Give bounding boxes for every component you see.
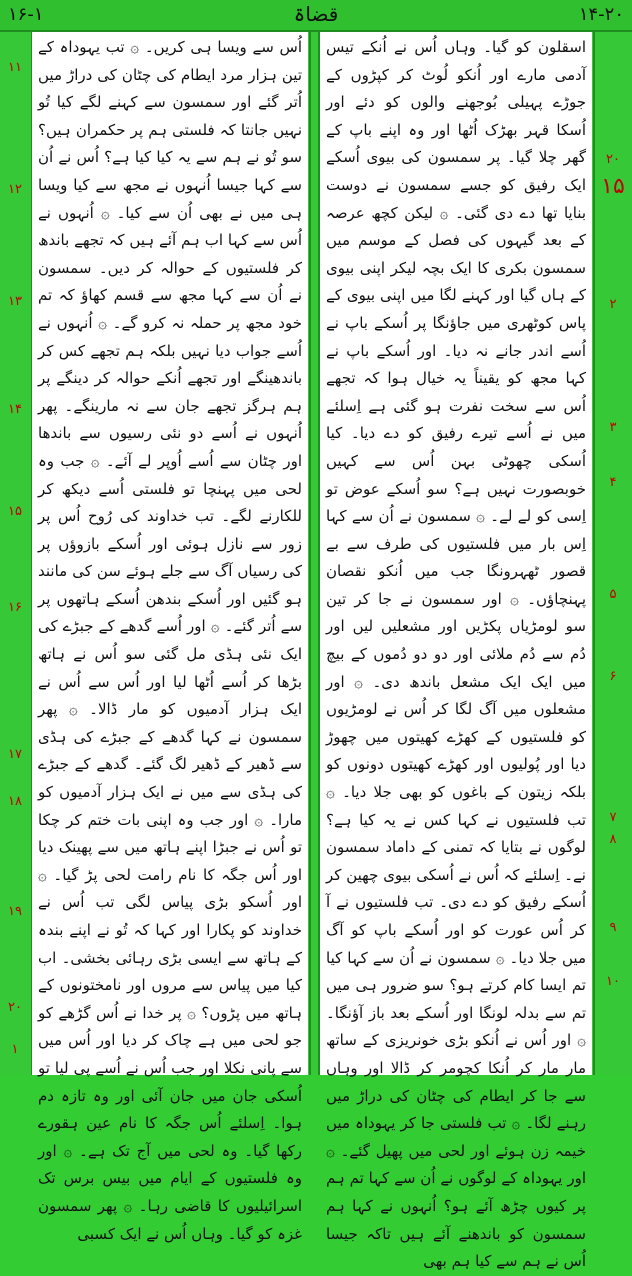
verse-number: ۱۷ [8,747,22,762]
verse-number: ۱ [11,1042,19,1057]
verse-text: اور اُس نے اُنکو بڑی خونریزی کے ساتھ مار مار کر اُنکا کچومر کر ڈالا اور وہاں سے جا کر ایطام کی چٹان کی دراڑ میں رہنے لگا۔ [326,1031,586,1133]
page-header [0,0,632,32]
verse-text: تب فلستی جا کر یہوداہ میں خیمہ زن ہوئے اور لحی میں پھیل گئے۔ [326,1114,587,1160]
verse-number: ۱۱ [8,60,22,75]
verse-text: اور اُسکو بڑی پیاس لگی تب اُس نے خداوند کو پکارا اور کہا کہ تُو نے اپنے بندہ کے ہاتھ سے ایسی بڑی رہائی بخشی۔ اب کیا میں پیاس سے مروں اور نامختونوں کے ہاتھ میں پڑوں؟ [38,893,302,1022]
verse-text: پر خدا نے اُس گڑھے کو جو لحی میں ہے چاک کر دیا اور اُس میں سے پانی نکلا اور جب اُس نے اُسے پی لیا تو اُسکی جان میں جان آئی اور وہ تازہ دم ہوا۔ اِسلئے اُس جگہ کا نام عین ہقورے رکھا گیا۔ وہ لحی میں آج تک ہے۔ [38,1003,303,1160]
verse-number: ۷ [609,810,617,825]
right-verse-gutter [595,32,632,1075]
verse-number: ۸ [609,832,617,847]
verse-number: ۱۹ [8,904,22,919]
header-book-title: قضاۃ [293,2,339,26]
verse-text: اور جب وہ اپنی بات ختم کر چکا تو اُس نے جبڑا اپنے ہاتھ میں سے پھینک دیا اور اُس جگہ کا نام رامت لحی پڑ گیا۔ [38,810,303,884]
verse-text: سمسون نے اُن سے کہا کیا تم ایسا کام کرتے ہو؟ سو ضرور ہی میں تم سے بدلہ لونگا اور اُسکے بعد باز آؤنگا۔ [326,948,586,1022]
verse-number: ۵ [609,587,617,602]
verse-text: اُس سے ویسا ہی کریں۔ [144,38,302,56]
column-rule [309,32,311,1075]
verse-number: ۲ [609,297,617,312]
verse-number: ۳ [609,420,617,435]
verse-text: پھر سمسون نے کہا گدھے کے جبڑے کی ہڈی سے ڈھیر کے ڈھیر لگ گئے۔ گدھے کے جبڑے کی ہڈی سے میں نے ایک ہزار آدمیوں کو مارا۔ [38,700,302,829]
verse-number: ۹ [609,920,617,935]
right-text-column: اسقلون کو گیا۔ وہاں اُس نے اُنکے تیس آدمی مارے اور اُنکو لُوٹ کر کپڑوں کے جوڑے پہیلی بُوجھنے والوں کو دئے اور اُسکا قہر بھڑک اُٹھا اور وہ اپنے باپ کے گھر چلا گیا۔ پر سمسون کی بیوی اُسکے ایک رفیق کو جسے سمسون نے دوست بنایا تھا دے دی گئی۔ ۞ لیکن کچھ عرصہ کے بعد گیہوں کی فصل کے موسم میں سمسون بکری کا ایک بچہ لیکر اپنی بیوی کے ہاں گیا اور کہنے لگا میں اپنی بیوی کے پاس کوٹھری میں جاؤنگا پر اُسکے باپ نے اُسے اندر جانے نہ دیا۔ اور اُسکے باپ نے کہا مجھ کو یقیناً یہ خیال ہوا کہ تجھے اُس سے سخت نفرت ہو گئی ہے اِسلئے میں نے اُسے تیرے رفیق کو دے دیا۔ کیا اُسکی چھوٹی بہن اُس سے کہیں خوبصورت نہیں ہے؟ سو اُسکے عوض تو اِسی کو لے لے۔ ۞ سمسون نے اُن سے کہا اِس بار میں فلستیوں کی طرف سے بے قصور ٹھہرونگا جب میں اُنکو نقصان پہنچاؤں۔ ۞ اور سمسون نے جا کر تین سو لومڑیاں پکڑیں اور مشعلیں لیں اور دُم سے دُم ملائی اور دو دو دُموں کے بیچ میں ایک ایک مشعل باندھ دی۔ ۞ اور مشعلوں میں آگ لگا کر اُس نے لومڑیوں کو فلستیوں کے کھڑے کھیتوں میں چھوڑ دیا اور پُولیوں اور کھڑے کھیتوں دونوں کو بلکہ زیتون کے باغوں کو بھی جلا دیا۔ ۞ تب فلستیوں نے کہا کس نے یہ کیا ہے؟ لوگوں نے بتایا کہ تمنی کے داماد سمسون نے۔ اِسلئے کہ اُس نے اُسکی بیوی چھین کر اُسکے رفیق کو دے دی۔ تب فلستیوں نے آ کر اُس عورت کو اور اُسکے باپ کو آگ میں جلا دیا۔ ۞ سمسون نے اُن سے کہا کیا تم ایسا کام کرتے ہو؟ سو ضرور ہی میں تم سے بدلہ لونگا اور اُسکے بعد باز آؤنگا۔ ۞ اور اُس نے اُنکو بڑی خونریزی کے ساتھ مار مار کر اُنکا کچومر کر ڈالا اور وہاں سے جا کر ایطام کی چٹان کی دراڑ میں رہنے لگا۔ ۞ تب فلستی جا کر یہوداہ میں خیمہ زن ہوئے اور لحی میں پھیل گئے۔ ۞ اور یہوداہ کے لوگوں نے اُن سے کہا تم ہم پر کیوں چڑھ آئے ہو؟ اُنہوں نے کہا ہم سمسون کو باندھنے آئے ہیں تاکہ جیسا اُس نے ہم سے کیا ہم بھی [320,32,592,1075]
verse-text: تب یہوداہ کے تین ہزار مرد ایطام کی چٹان کی دراڑ میں اُتر گئے اور سمسون سے کہنے لگے کیا تُو نہیں جانتا کہ فلستی ہم پر حکمران ہیں؟ سو تُو نے ہم سے یہ کیا کیا ہے؟ اُس نے اُن سے کہا جیسا اُنہوں نے مجھ سے کیا ویسا ہی میں نے بھی اُن سے کیا۔ [38,38,302,222]
verse-number: ۲۰ [8,1000,22,1015]
verse-text: سمسون نے اُن سے کہا اِس بار میں فلستیوں کی طرف سے بے قصور ٹھہرونگا جب میں اُنکو نقصان پہنچاؤں۔ [326,507,586,608]
verse-number: ۶ [609,669,617,684]
left-verse-gutter [0,32,30,1075]
verse-text: لیکن کچھ عرصہ کے بعد گیہوں کی فصل کے موسم میں سمسون بکری کا ایک بچہ لیکر اپنی بیوی کے ہاں گیا اور کہنے لگا میں اپنی بیوی کے پاس کوٹھری میں جاؤنگا پر اُسکے باپ نے اُسے اندر جانے نہ دیا۔ اور اُسکے باپ نے کہا مجھ کو یقیناً یہ خیال ہوا کہ تجھے اُس سے سخت نفرت ہو گئی ہے اِسلئے میں نے اُسے تیرے رفیق کو دے دیا۔ کیا اُسکی چھوٹی بہن اُس سے کہیں خوبصورت نہیں ہے؟ سو اُسکے عوض تو اِسی کو لے لے۔ [326,203,586,526]
verse-number: ۱۶ [8,600,22,615]
verse-text: اُنہوں نے اُس سے کہا اب ہم آئے ہیں کہ تجھے باندھ کر فلستیوں کے حوالہ کر دیں۔ سمسون نے اُن سے کہا مجھ سے قسم کھاؤ کہ تم خود مجھ پر حملہ نہ کرو گے۔ [38,203,303,332]
verse-text: جب وہ لحی میں پہنچا تو فلستی اُسے دیکھ کر للکارنے لگے۔ تب خداوند کی رُوح اُس پر زور سے نازل ہوئی اور اُسکے بازوؤں پر کی رسیاں آگ سے جلے ہوئے سن کی مانند ہو گئیں اور اُسکے بندھن اُسکے ہاتھوں پر سے اُتر گئے۔ [38,451,303,636]
verse-number: ۲۰ [606,152,620,167]
verse-number: ۱۸ [8,794,22,809]
verse-number: ۴ [609,475,617,490]
verse-text: اسقلون کو گیا۔ وہاں اُس نے اُنکے تیس آدمی مارے اور اُنکو لُوٹ کر کپڑوں کے جوڑے پہیلی بُوجھنے والوں کو دئے اور اُسکا قہر بھڑک اُٹھا اور وہ اپنے باپ کے گھر چلا گیا۔ پر سمسون کی بیوی اُسکے ایک رفیق کو جسے سمسون نے دوست بنایا تھا دے دی گئی۔ [326,38,586,222]
verse-text: اور یہوداہ کے لوگوں نے اُن سے کہا تم ہم پر کیوں چڑھ آئے ہو؟ اُنہوں نے کہا ہم سمسون کو باندھنے آئے ہیں تاکہ جیسا اُس نے ہم سے کیا ہم بھی [326,1169,586,1271]
chapter-number: ۱۵ [601,174,625,199]
verse-number: ۱۲ [8,182,22,197]
verse-text: اور وہ فلستیوں کے ایام میں بیس برس تک اسرائیلیوں کا قاضی رہا۔ [38,1141,302,1215]
verse-text: اور سمسون نے جا کر تین سو لومڑیاں پکڑیں اور مشعلیں لیں اور دُم سے دُم ملائی اور دو دو دُموں کے بیچ میں ایک ایک مشعل باندھ دی۔ [326,589,587,691]
verse-text: تب فلستیوں نے کہا کس نے یہ کیا ہے؟ لوگوں نے بتایا کہ تمنی کے داماد سمسون نے۔ اِسلئے کہ اُس نے اُسکی بیوی چھین کر اُسکے رفیق کو دے دی۔ تب فلستیوں نے آ کر اُس عورت کو اور اُسکے باپ کو آگ میں جلا دیا۔ [326,810,586,967]
verse-number: ۱۰ [606,974,620,989]
left-text-column: اُس سے ویسا ہی کریں۔ ۞ تب یہوداہ کے تین ہزار مرد ایطام کی چٹان کی دراڑ میں اُتر گئے اور سمسون سے کہنے لگے کیا تُو نہیں جانتا کہ فلستی ہم پر حکمران ہیں؟ سو تُو نے ہم سے یہ کیا کیا ہے؟ اُس نے اُن سے کہا جیسا اُنہوں نے مجھ سے کیا ویسا ہی میں نے بھی اُن سے کیا۔ ۞ اُنہوں نے اُس سے کہا اب ہم آئے ہیں کہ تجھے باندھ کر فلستیوں کے حوالہ کر دیں۔ سمسون نے اُن سے کہا مجھ سے قسم کھاؤ کہ تم خود مجھ پر حملہ نہ کرو گے۔ ۞ اُنہوں نے اُسے جواب دیا نہیں بلکہ ہم تجھے کس کر باندھینگے اور تجھے اُنکے حوالہ کر دینگے پر ہم ہرگز تجھے جان سے نہ مارینگے۔ پھر اُنہوں نے اُسے دو نئی رسیوں سے باندھا اور چٹان سے اُسے اُوپر لے آئے۔ ۞ جب وہ لحی میں پہنچا تو فلستی اُسے دیکھ کر للکارنے لگے۔ تب خداوند کی رُوح اُس پر زور سے نازل ہوئی اور اُسکے بازوؤں پر کی رسیاں آگ سے جلے ہوئے سن کی مانند ہو گئیں اور اُسکے بندھن اُسکے ہاتھوں پر سے اُتر گئے۔ ۞ اور اُسے گدھے کے جبڑے کی ایک نئی ہڈی مل گئی سو اُس نے ہاتھ بڑھا کر اُسے اُٹھا لیا اور اُس سے اُس نے ایک ہزار آدمیوں کو مار ڈالا۔ ۞ پھر سمسون نے کہا گدھے کے جبڑے کی ہڈی سے ڈھیر کے ڈھیر لگ گئے۔ گدھے کے جبڑے کی ہڈی سے میں نے ایک ہزار آدمیوں کو مارا۔ ۞ اور جب وہ اپنی بات ختم کر چکا تو اُس نے جبڑا اپنے ہاتھ میں سے پھینک دیا اور اُس جگہ کا نام رامت لحی پڑ گیا۔ ۞ اور اُسکو بڑی پیاس لگی تب اُس نے خداوند کو پکارا اور کہا کہ تُو نے اپنے بندہ کے ہاتھ سے ایسی بڑی رہائی بخشی۔ اب کیا میں پیاس سے مروں اور نامختونوں کے ہاتھ میں پڑوں؟ ۞ پر خدا نے اُس گڑھے کو جو لحی میں ہے چاک کر دیا اور اُس میں سے پانی نکلا اور جب اُس نے اُسے پی لیا تو اُسکی جان میں جان آئی اور وہ تازہ دم ہوا۔ اِسلئے اُس جگہ کا نام عین ہقورے رکھا گیا۔ وہ لحی میں آج تک ہے۔ ۞ اور وہ فلستیوں کے ایام میں بیس برس تک اسرائیلیوں کا قاضی رہا۔ ۞ پھر سمسون غزہ کو گیا۔ وہاں اُس نے ایک کسبی [32,32,308,1075]
text-body [0,32,632,1271]
verse-text: اور مشعلوں میں آگ لگا کر اُس نے لومڑیوں کو فلستیوں کے کھڑے کھیتوں میں چھوڑ دیا اور پُولیوں اور کھڑے کھیتوں دونوں کو بلکہ زیتون کے باغوں کو بھی جلا دیا۔ [326,672,586,802]
verse-number: ۱۳ [8,294,22,309]
header-range-right: ۱۴-۲۰ [578,4,624,25]
verse-text: اور اُسے گدھے کے جبڑے کی ایک نئی ہڈی مل گئی سو اُس نے ہاتھ بڑھا کر اُسے اُٹھا لیا اور اُس سے اُس نے ایک ہزار آدمیوں کو مار ڈالا۔ [38,617,303,719]
verse-number: ۱۵ [8,504,22,519]
verse-text: پھر سمسون غزہ کو گیا۔ وہاں اُس نے ایک کسبی [38,1196,302,1243]
verse-number: ۱۴ [8,402,22,417]
header-range-left: ۱۶-۱ [8,4,44,25]
verse-text: اُنہوں نے اُسے جواب دیا نہیں بلکہ ہم تجھے کس کر باندھینگے اور تجھے اُنکے حوالہ کر دینگے پر ہم ہرگز تجھے جان سے نہ مارینگے۔ پھر اُنہوں نے اُسے دو نئی رسیوں سے باندھا اور چٹان سے اُسے اُوپر لے آئے۔ [38,313,302,470]
